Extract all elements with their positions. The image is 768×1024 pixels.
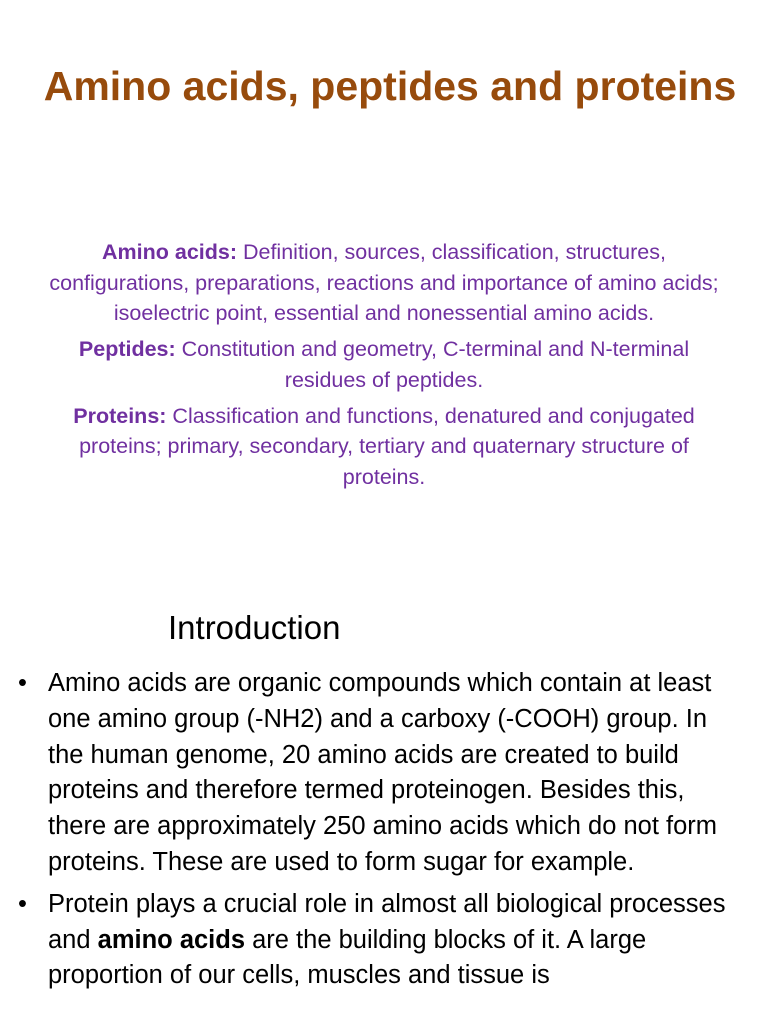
introduction-heading: Introduction [168, 609, 341, 646]
syllabus-text: Classification and functions, denatured and conjugated proteins; primary, secondary, tertiary and quaternary structure of proteins. [79, 403, 695, 489]
bullet-icon: • [18, 889, 27, 918]
page-title: Amino acids, peptides and proteins [43, 63, 737, 109]
syllabus-block [36, 237, 732, 498]
syllabus-label: Amino acids: [102, 240, 237, 264]
introduction-bullet-list [0, 666, 740, 1000]
syllabus-amino-acids [36, 237, 732, 329]
syllabus-peptides [36, 334, 732, 395]
bullet-icon: • [18, 669, 27, 697]
list-item [0, 887, 740, 994]
bullet-text: Amino acids are organic compounds which contain at least one amino group (-NH2) and a carboxy (-COOH) group. In the human genome, 20 amino acids are created to build proteins and therefore termed proteinogen. Besides this, there are approximately 250 amino acids which do not form proteins. These are used to form sugar for example. [48, 669, 718, 876]
bullet-text-end: are the building blocks of it. A large proportion of our cells, muscles and tissue is [48, 925, 647, 990]
syllabus-label: Peptides: [78, 337, 176, 361]
syllabus-text: Definition, sources, classification, structures, configurations, preparations, reactions and importance of amino acids; isoelectric point, essential and nonessential amino acids. [49, 240, 719, 325]
list-item [0, 666, 740, 881]
syllabus-text: Constitution and geometry, C-terminal and N-terminal residues of peptides. [175, 337, 690, 392]
syllabus-label: Proteins: [73, 403, 167, 428]
syllabus-proteins [36, 401, 732, 493]
bullet-text-bold: amino acids [97, 925, 246, 954]
bullet-text-start: Protein plays a crucial role in almost all biological processes and [48, 889, 726, 954]
